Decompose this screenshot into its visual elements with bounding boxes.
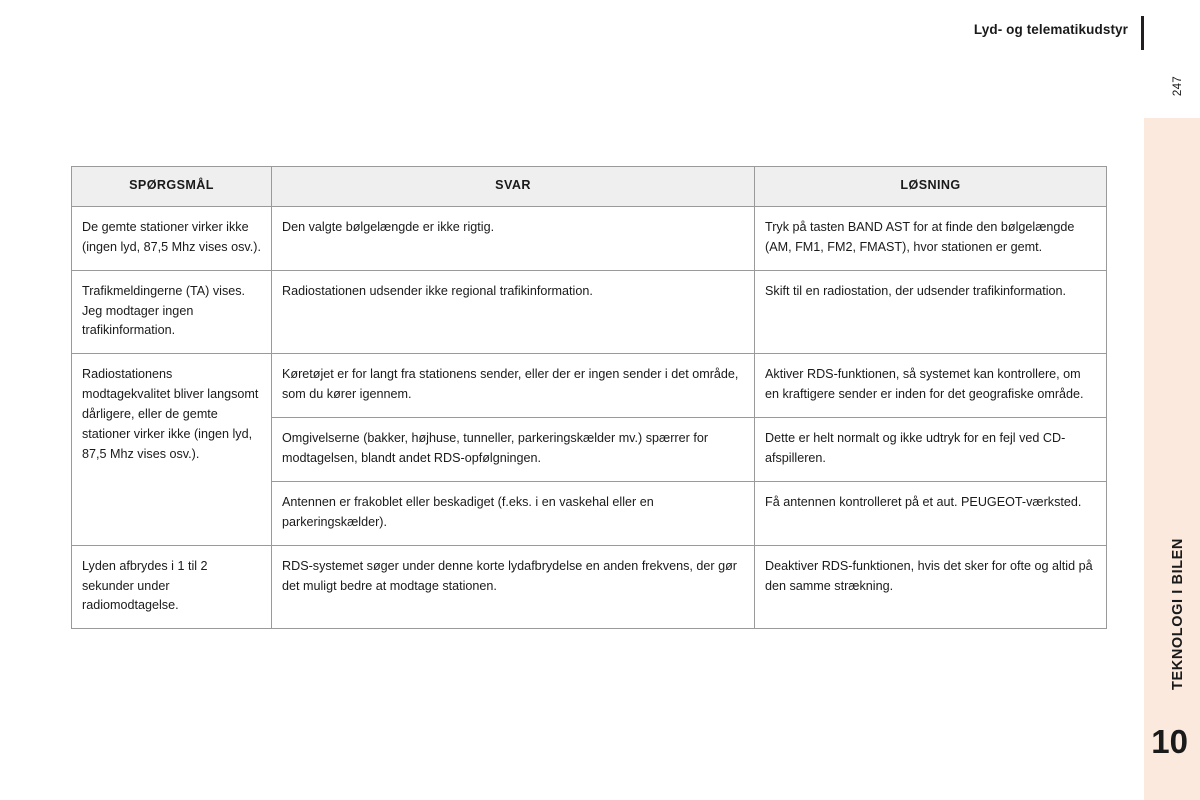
table-row — [72, 206, 1107, 270]
cell-question: De gemte stationer virker ikke (ingen lyd, 87,5 Mhz vises osv.). — [72, 206, 272, 270]
cell-solution: Dette er helt normalt og ikke udtryk for en fejl ved CD-afspilleren. — [755, 418, 1107, 482]
cell-answer: Radiostationen udsender ikke regional trafikinformation. — [272, 270, 755, 354]
cell-solution: Deaktiver RDS-funktionen, hvis det sker for ofte og altid på den samme strækning. — [755, 545, 1107, 629]
cell-solution: Skift til en radiostation, der udsender trafikinformation. — [755, 270, 1107, 354]
cell-answer: Omgivelserne (bakker, højhuse, tunneller, parkeringskælder mv.) spærrer for modtagelsen, blandt andet RDS-opfølgningen. — [272, 418, 755, 482]
page-title: Lyd- og telematikudstyr — [973, 22, 1128, 37]
column-header-solution: LØSNING — [755, 167, 1107, 207]
troubleshooting-table — [71, 166, 1107, 629]
column-header-answer: SVAR — [272, 167, 755, 207]
table-row — [72, 270, 1107, 354]
cell-question: Lyden afbrydes i 1 til 2 sekunder under radiomodtagelse. — [72, 545, 272, 629]
column-header-question: SPØRGSMÅL — [72, 167, 272, 207]
table-header-row — [72, 167, 1107, 207]
table-row — [72, 545, 1107, 629]
faq-table-container — [71, 166, 1106, 629]
chapter-side-tab — [1144, 118, 1200, 800]
cell-question: Trafikmeldingerne (TA) vises. Jeg modtager ingen trafikinformation. — [72, 270, 272, 354]
cell-solution: Aktiver RDS-funktionen, så systemet kan kontrollere, om en kraftigere sender er inden for det geografiske område. — [755, 354, 1107, 418]
table-row — [72, 354, 1107, 418]
cell-question: Radiostationens modtagekvalitet bliver langsomt dårligere, eller de gemte stationer virker ikke (ingen lyd, 87,5 Mhz vises osv.). — [72, 354, 272, 545]
cell-answer: Antennen er frakoblet eller beskadiget (f.eks. i en vaskehal eller en parkeringskælder). — [272, 481, 755, 545]
chapter-number: 10 — [1151, 723, 1188, 760]
chapter-tab-label: TEKNOLOGI I BILEN — [1170, 538, 1186, 690]
cell-answer: Den valgte bølgelængde er ikke rigtig. — [272, 206, 755, 270]
header-divider — [1141, 16, 1144, 50]
cell-solution: Tryk på tasten BAND AST for at finde den bølgelængde (AM, FM1, FM2, FMAST), hvor stationen er gemt. — [755, 206, 1107, 270]
cell-answer: Køretøjet er for langt fra stationens sender, eller der er ingen sender i det område, som du kører igennem. — [272, 354, 755, 418]
cell-answer: RDS-systemet søger under denne korte lydafbrydelse en anden frekvens, der gør det muligt bedre at modtage stationen. — [272, 545, 755, 629]
page-number: 247 — [1172, 76, 1184, 97]
cell-solution: Få antennen kontrolleret på et aut. PEUGEOT-værksted. — [755, 481, 1107, 545]
